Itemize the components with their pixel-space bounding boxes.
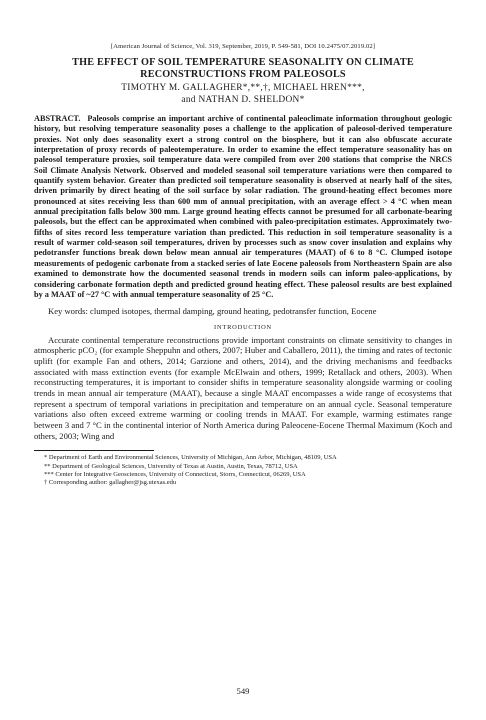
abstract-label: ABSTRACT. bbox=[34, 114, 81, 123]
article-title bbox=[34, 57, 452, 80]
footnote-affiliation-texas: ** Department of Geological Sciences, University of Texas at Austin, Austin, Texas, 78712, USA bbox=[44, 462, 298, 470]
author-list bbox=[34, 83, 452, 106]
abstract-text: Paleosols comprise an important archive of continental paleoclimate information throughout geologic history, but resolving temperature seasonality poses a challenge to the application of paleosol-derived temperature proxies. Not only does seasonality exert a strong control on the biosphere, but it can also obfuscate accurate interpretation of proxy records of paleotemperature. In order to examine the effect temperature seasonality has on paleosol temperature proxies, soil temperature data were compiled from over 200 stations that comprise the NRCS Soil Climate Analysis Network. Observed and modeled seasonal soil temperature variations were then compared to quantify system behavior. Greater than predicted soil temperature seasonality is observed at nearly half of the sites, driven primarily by direct heating of the soil surface by solar radiation. The ground-heating effect becomes more pronounced at sites receiving less than 600 mm of annual precipitation, with an average effect > 4 °C when mean annual precipitation falls below 300 mm. Large ground heating effects cannot be presumed for all carbonate-bearing paleosols, but the effect can be approximated when combined with paleo-precipitation estimates. Approximately two-fifths of sites record less temperature variation than predicted. This reduction in soil temperature seasonality is a result of warmer cold-season soil temperatures, driven by processes such as snow cover insulation and explains why pedotransfer functions break down below mean annual air temperatures (MAAT) of 6 to 8 °C. Clumped isotope measurements of pedogenic carbonate from a stacked series of late Eocene paleosols from Northeastern Spain are also examined to demonstrate how the documented seasonal trends in modern soils can inform paleo-applications, by considering carbonate formation depth and predicted ground heating effect. These paleosol results are best explained by a MAAT of ~27 °C with annual temperature seasonality of 25 °C. bbox=[34, 114, 453, 299]
keywords: Key words: clumped isotopes, thermal damping, ground heating, pedotransfer function, Eocene bbox=[48, 306, 377, 317]
footnote-divider bbox=[34, 450, 154, 451]
introduction-paragraph: Accurate continental temperature reconstructions provide important constraints on climate sensitivity to changes in atmospheric pCO₂ (for example Sheppuhn and others, 2007; Huber and Caballero, 2011), the timing and rates of tectonic uplift (for example Fan and others, 2014; Garzione and others, 2014), and the driving mechanisms and feedbacks associated with mass extinction events (for example McElwain and others, 1999; Retallack and others, 2003). When reconstructing temperatures, it is important to consider shifts in temperature seasonality alongside warming or cooling trends in mean annual air temperature (MAAT), because a single MAAT encompasses a wide range of ecosystems that represent a spectrum of temporal variations in precipitation and temperature on an annual cycle. Seasonal temperature variations also often exceed extreme warming or cooling trends in MAAT. For example, warming estimates range between 3 and 7 °C in the continental interior of North America during Paleocene-Eocene Thermal Maximum (Koch and others, 2003; Wing and bbox=[34, 334, 452, 441]
page-number: 549 bbox=[236, 686, 250, 696]
abstract bbox=[34, 114, 452, 300]
section-heading-introduction: INTRODUCTION bbox=[214, 323, 272, 331]
footnote-corresponding-author: † Corresponding author: gallagher@jsg.utexas.edu bbox=[44, 479, 177, 487]
title-line-1: THE EFFECT OF SOIL TEMPERATURE SEASONALITY ON CLIMATE bbox=[72, 57, 414, 68]
authors-line-2: and NATHAN D. SHELDON* bbox=[181, 94, 305, 105]
footnote-affiliation-connecticut: *** Center for Integrative Geosciences, University of Connecticut, Storrs, Connecticut, 06269, USA bbox=[44, 470, 306, 478]
article-page bbox=[34, 42, 452, 487]
footnote-affiliation-michigan: * Department of Earth and Environmental Sciences, University of Michigan, Ann Arbor, Michigan, 48109, USA bbox=[44, 454, 337, 462]
running-head: [American Journal of Science, Vol. 319, September, 2019, P. 549-581, DOI 10.2475/07.2019.02] bbox=[110, 43, 376, 50]
footnotes bbox=[34, 454, 452, 487]
authors-line-1: TIMOTHY M. GALLAGHER*,**,†, MICHAEL HREN***, bbox=[121, 83, 365, 93]
title-line-2: RECONSTRUCTIONS FROM PALEOSOLS bbox=[140, 68, 346, 80]
